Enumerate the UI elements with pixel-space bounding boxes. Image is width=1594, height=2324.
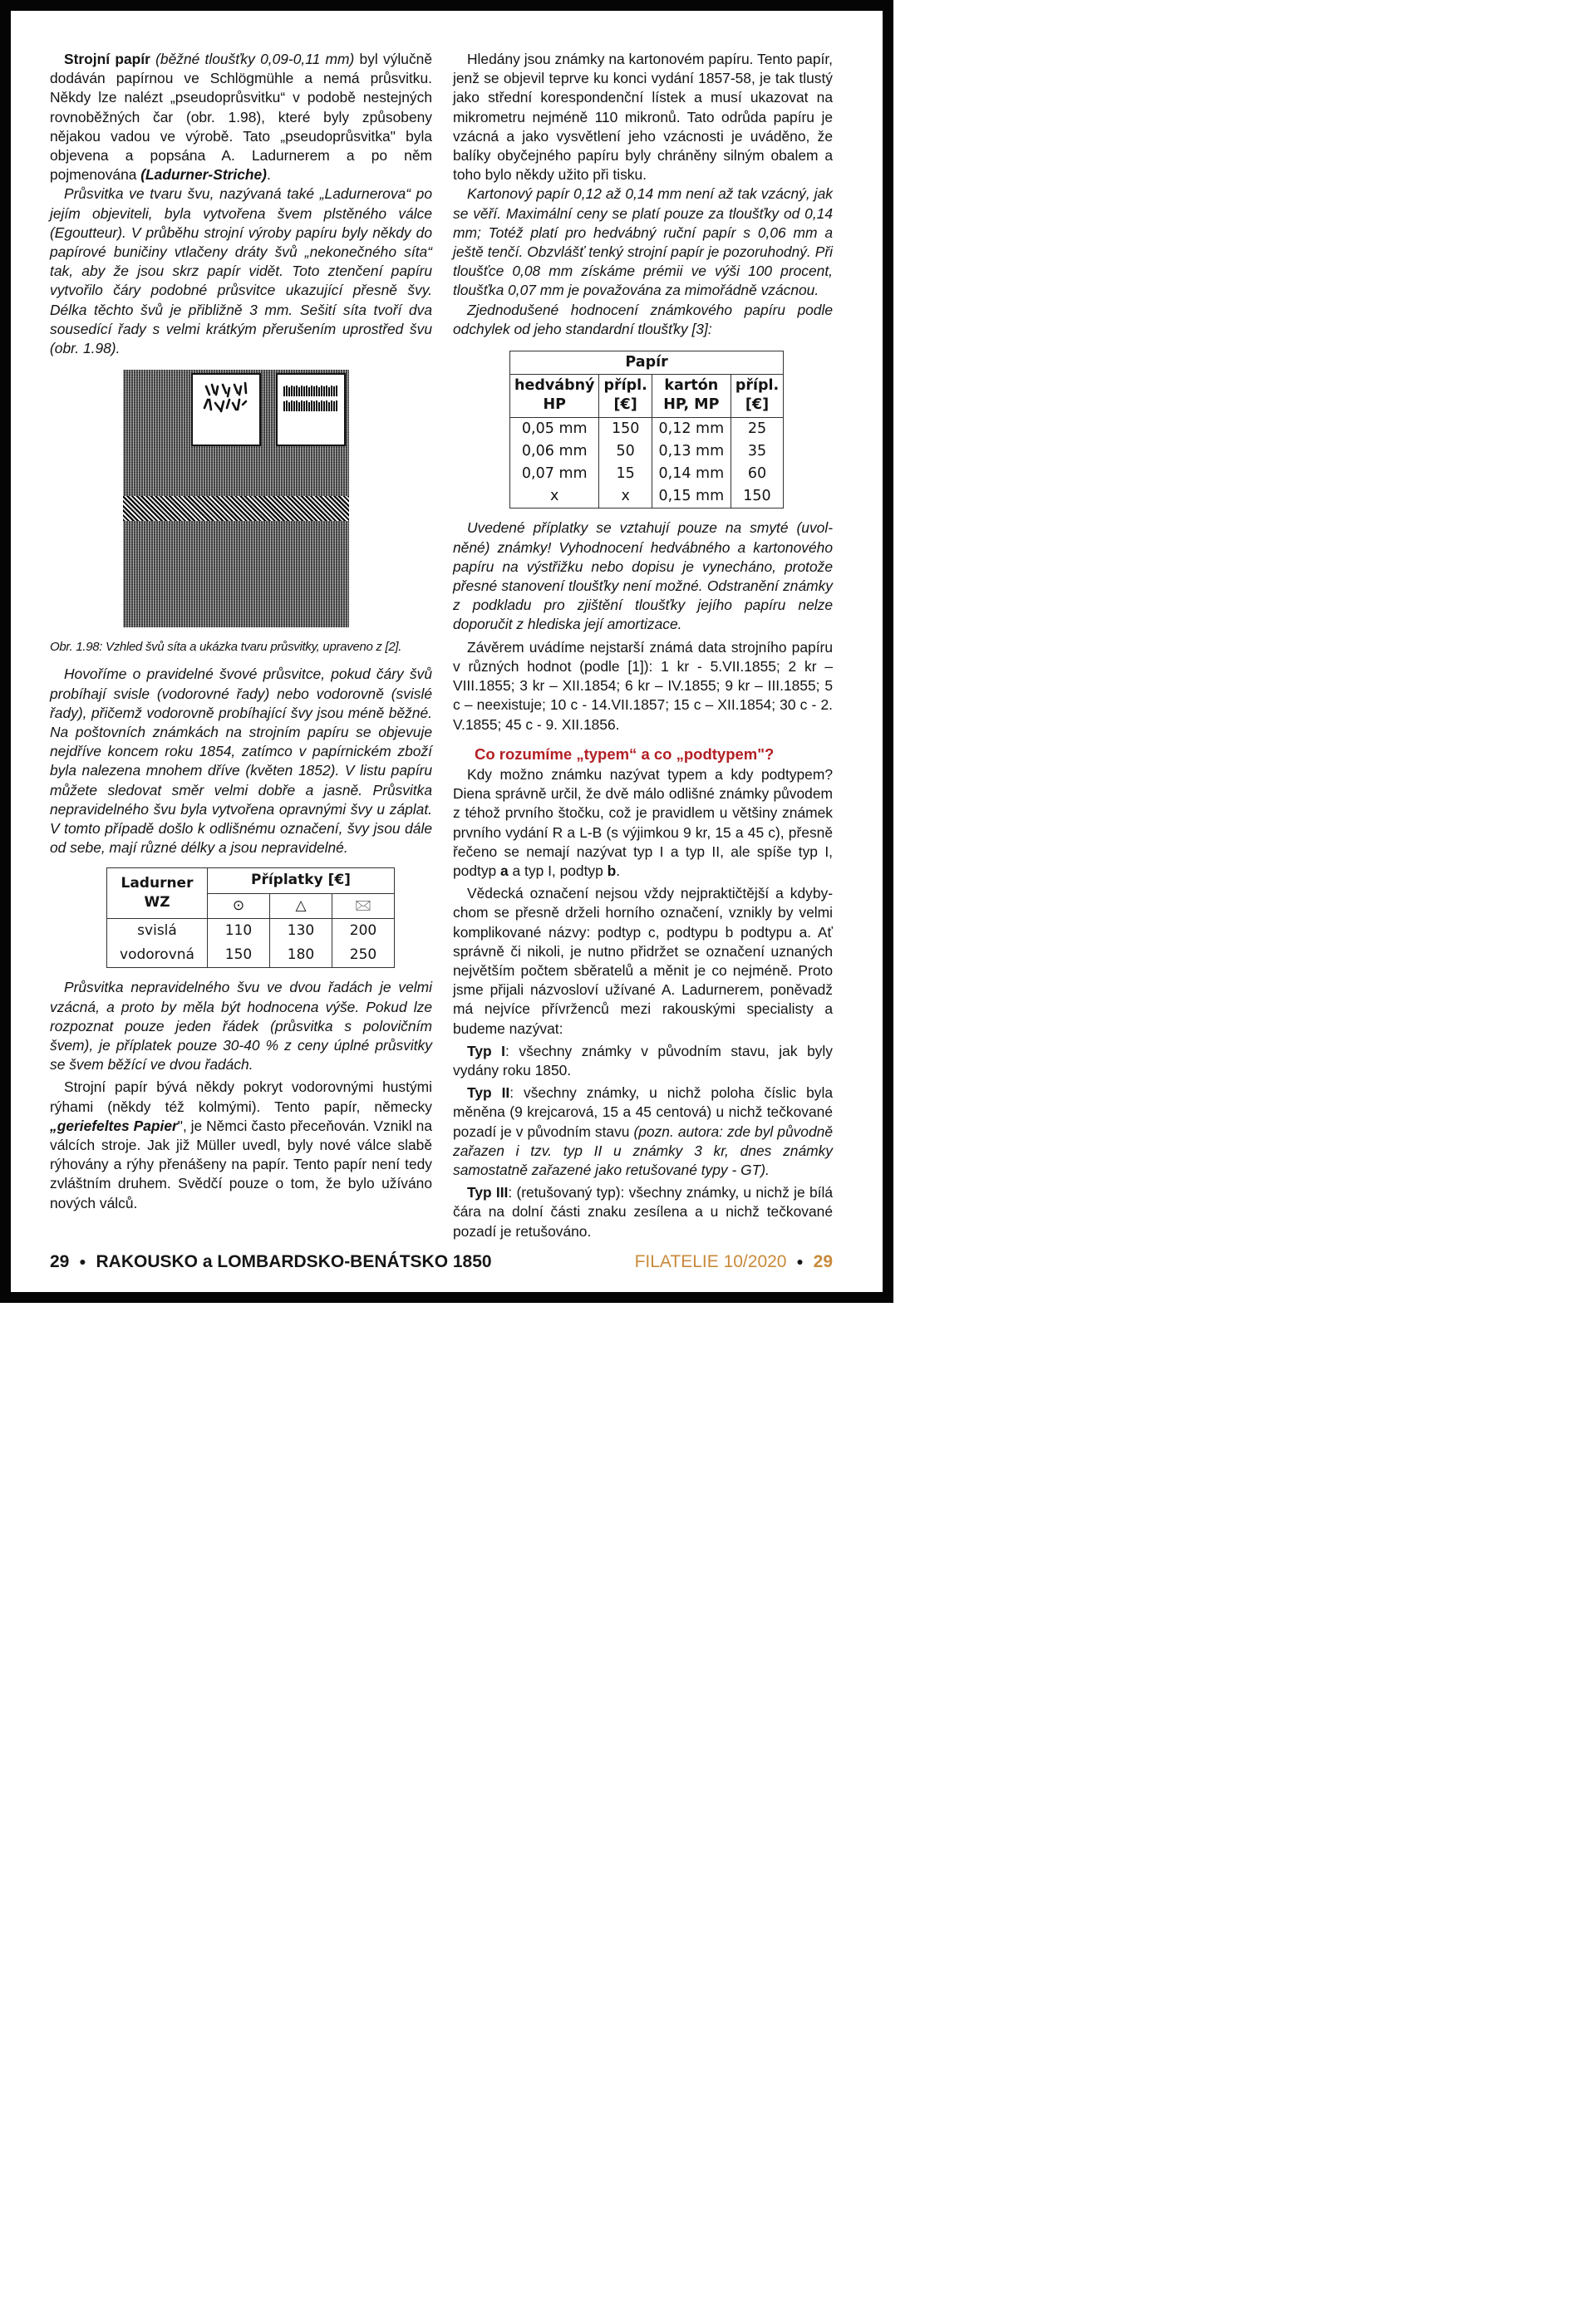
table-row xyxy=(510,417,784,440)
paragraph-text: ", je Němci často přeceňován. Vznikl na válcích stroje. Jak již Müller uvedl, byly nové válce slabě rýhovány a rýhy přenášeny na papír. Tento papír není tedy zvláštním druhem. Svědčí pouze o tom, že bylo užíváno nových válců. xyxy=(50,1117,432,1211)
author-note: (pozn. autora: zde byl původně zařazen i tzv. typ II u známky 3 kr, dnes známky samostatně zařazené jako retušované typy - GT). xyxy=(453,1123,833,1178)
table-cell: vodorovná xyxy=(107,943,208,968)
paragraph-text: . xyxy=(266,166,271,184)
table-row xyxy=(510,440,784,463)
page-number-left: 29 xyxy=(50,1252,70,1271)
table-row xyxy=(510,463,784,485)
table-cell: 0,14 mm xyxy=(652,463,731,485)
paragraph-text: byl výlučně dodáván papírnou ve Schlögmühle a nemá průsvitku. Někdy lze nalézt „pseudoprůsvitku“ v podobě nestejných rovnoběžných čar (obr. 1.98), které byly způsobeny nějakou vadou ve výrobě. Tato „pseudoprůsvitka" byla objevena a popsána A. Ladurnerem a po něm pojmenována xyxy=(50,51,432,184)
table-header-surcharge: přípl. [€] xyxy=(599,375,652,417)
paragraph-surcharge-note: Uvedené příplatky se vztahují pouze na smyté (uvolněné) známky! Vyhodnocení hedvábného a kartonového papíru na výstřižku nebo dopisu je vynecháno, protože přesné stanovení tloušťky není možné. Odstranění známky z podkladu pro zjištění tloušťky jejího papíru nelze doporučit z hlediska její amortizace. xyxy=(453,519,833,633)
table-cell: 250 xyxy=(332,943,395,968)
paragraph-cardboard-rarity: Kartonový papír 0,12 až 0,14 mm není až tak vzácný, jak se věří. Maximální ceny se platí pouze za tloušťky od 0,14 mm; Totéž platí pro hedvábný ruční papír s 0,06 mm a ještě tenčí. Obzvlášť tenký strojní papír je pozoruhodný. Při tloušťce 0,08 mm získáme prémii ve výši 100 procent, tloušťka 0,07 mm je považována za mimořádně vzácnou. xyxy=(453,185,833,299)
table-cell: 0,06 mm xyxy=(510,440,599,463)
section-heading-type-subtype: Co rozumíme „typem“ a co „podtypem"? xyxy=(475,744,775,763)
table-cell: 0,15 mm xyxy=(652,485,731,509)
figure-1-98-image xyxy=(123,370,349,627)
paragraph-typ-1 xyxy=(453,1042,833,1080)
table-cell: 200 xyxy=(332,918,395,943)
table-cell: 150 xyxy=(731,485,783,509)
table-cell: 0,12 mm xyxy=(652,417,731,440)
subtype-letter-b: b xyxy=(607,862,617,879)
figure-caption: Obr. 1.98: Vzhled švů síta a ukázka tvaru průsvitky, upraveno z [2]. xyxy=(50,640,402,655)
table-row xyxy=(107,943,395,968)
regular-seam-sketch xyxy=(278,375,344,445)
paper-thickness-table xyxy=(509,351,784,509)
table-cell: 15 xyxy=(599,463,652,485)
paragraph-cardboard-paper: Hledány jsou známky na kartonovém papíru. Tento papír, jenž se objevil teprve ku konci vydání 1857-58, je tak tlustý jako střední korespondenční lístek a musí ukazovat na mikrometru nejméně 110 mikronů. Tato odrůda papíru je vzácná a jako vysvětlení jeho vzácnosti je uváděno, že balíky obyčejného papíru byly chráněny silným obalem a toho bylo někdy užito při tisku. xyxy=(453,51,833,184)
table-cell: 150 xyxy=(599,417,652,440)
page-number-right: 29 xyxy=(813,1252,833,1271)
paragraph-machine-paper xyxy=(50,50,432,184)
paragraph-typ-3 xyxy=(453,1183,833,1241)
table-cell: 50 xyxy=(599,440,652,463)
term-machine-paper: Strojní papír xyxy=(64,51,150,67)
paragraph-text: Strojní papír bývá někdy pokryt vodorovnými hustými rýhami (někdy též kolmými). Tento papír, německy xyxy=(50,1078,432,1115)
table-row xyxy=(107,918,395,943)
bullet-icon: ● xyxy=(796,1255,804,1268)
table-cell: svislá xyxy=(107,918,208,943)
table-header-ladurner-wz: Ladurner WZ xyxy=(107,868,208,918)
paragraph-earliest-dates: Závěrem uvádíme nejstarší známá data strojního papíru v různých hodnot (podle [1]): 1 kr - 5.VII.1855; 2 kr – VIII.1855; 3 kr – XII.1854; 6 kr – IV.1855; 9 kr – III.1855; 5 c – neexistuje; 10 c - 14.VII.1857; 15 c – XII.1854; 30 c - 2. V.1855; 45 c - 9. XII.1856. xyxy=(453,638,833,733)
paragraph-nomenclature: Vědecká označení nejsou vždy nejpraktičtější a kdybychom se přesně drželi horního označení, vznikly by velmi komplikované názvy: podtyp c, podtypu b podtypu a. Ať správně či nikoli, je nutno přidržet se označení uznaných největším počtem sběratelů a měnit je co nejméně. Proto jsme přijali názvosloví užívané A. Ladurnerem, poněvadž má nejvíce přívrženců mezi rakouskými specialisty a budeme nazývat: xyxy=(453,885,833,1037)
footer-right xyxy=(635,1252,833,1272)
table-header-silk: hedvábný HP xyxy=(510,375,599,417)
table-cell: 0,07 mm xyxy=(510,463,599,485)
table-header-surcharge: přípl. [€] xyxy=(731,375,783,417)
table-cell: 25 xyxy=(731,417,783,440)
ladurner-surcharge-table xyxy=(106,867,395,968)
paragraph-irregular-seam: Průsvitka nepravidelného švu ve dvou řadách je velmi vzácná, a proto by měla být hodnocena výše. Pokud lze rozpoznat pouze jeden řádek (průsvitka s polovičním švem), je příplatek pouze 30-40 % z ceny úplné průsvitky se švem běžící ve dvou řadách. xyxy=(50,979,432,1074)
circle-cancel-icon: ⊙ xyxy=(208,893,270,918)
footer-left xyxy=(50,1252,492,1272)
table-cell: 150 xyxy=(208,943,270,968)
paragraph-ribbed-paper xyxy=(50,1078,432,1212)
typ-2-label: Typ II xyxy=(467,1084,510,1102)
table-cell: 130 xyxy=(270,918,332,943)
figure-inset-irregular-seam xyxy=(191,373,261,446)
irregular-seam-sketch xyxy=(193,375,259,445)
triangle-icon: △ xyxy=(270,893,332,918)
paragraph-text: : všechny známky, u nichž poloha číslic byla měněna (9 krejcarová, 15 a 45 centová) u nichž tečkované pozadí je v původním stavu xyxy=(453,1084,834,1140)
table-header-carton: kartón HP, MP xyxy=(652,375,731,417)
table-header-surcharges: Příplatky [€] xyxy=(208,868,395,893)
table-cell: x xyxy=(599,485,652,509)
table-cell: 35 xyxy=(731,440,783,463)
table-cell: 60 xyxy=(731,463,783,485)
table-cell: 110 xyxy=(208,918,270,943)
paragraph-text: : všechny známky v původním stavu, jak byly vydány roku 1850. xyxy=(453,1042,833,1078)
paragraph-text: Kdy možno známku nazývat typem a kdy podtypem? Diena správně určil, že dvě málo odlišné známky původem z téhož prvního štočku, což je pravidlem u většiny známek prvního vydání R a L-B (s výjimkou 9 kr, 15 a 45 c), přesně řečeno se nemají nazývat typ I a typ II, ale spíše typ I, podtyp xyxy=(453,765,833,879)
table-row xyxy=(510,485,784,509)
term-geriefeltes-papier: „geriefeltes Papier xyxy=(50,1117,178,1134)
paragraph-evaluation-intro: Zjednodušené hodnocení známkového papíru podle odchylek od jeho standardní tloušťky [3]: xyxy=(453,301,833,337)
table-cell: 180 xyxy=(270,943,332,968)
envelope-icon: 🖂 xyxy=(332,893,395,918)
typ-1-label: Typ I xyxy=(467,1042,506,1059)
footer-title: RAKOUSKO a LOMBARDSKO-BENÁTSKO 1850 xyxy=(96,1252,492,1271)
paragraph-type-definition xyxy=(453,765,833,881)
right-column xyxy=(453,50,833,1241)
table-title-papir: Papír xyxy=(510,351,784,375)
paragraph-text: . xyxy=(616,862,621,879)
thickness-note: (běžné tloušťky 0,09-0,11 mm) xyxy=(155,51,355,67)
paragraph-regular-seam: Hovoříme o pravidelné švové průsvitce, pokud čáry švů probíhají svisle (vodorovné řady) nebo vodorovně (svislé řady), přičemž vodorovně probíhající švy jsou méně běžné. Na poštovních známkách na strojním papíru se objevuje nejdříve koncem roku 1854, zatímco v papírnickém zboží byla nalezena mnohem dříve (květen 1852). V listu papíru můžete sledovat směr velmi dobře a jasně. Průsvitka nepravidelného švu byla vytvořena opravnými švy u záplat. V tomto případě došlo k odlišnému označení, švy jsou dále od sebe, mají různé délky a jsou nepravidelné. xyxy=(50,666,432,857)
paragraph-text: a typ I, podtyp xyxy=(508,862,608,879)
page-footer xyxy=(50,1252,833,1275)
figure-inset-regular-seam xyxy=(276,373,346,446)
table-cell: x xyxy=(510,485,599,509)
paragraph-typ-2 xyxy=(453,1083,833,1180)
bullet-icon: ● xyxy=(79,1255,86,1268)
typ-3-label: Typ III xyxy=(467,1184,509,1201)
table-cell: 0,05 mm xyxy=(510,417,599,440)
wire-seam-band xyxy=(123,496,349,521)
table-cell: 0,13 mm xyxy=(652,440,731,463)
paragraph-text: : (retušovaný typ): všechny známky, u nichž je bílá čára na dolní části znaku zesílena a u nichž tečkované pozadí je retušováno. xyxy=(453,1184,833,1240)
left-column xyxy=(50,50,432,1213)
journal-issue: FILATELIE 10/2020 xyxy=(634,1252,787,1271)
subtype-letter-a: a xyxy=(500,862,509,879)
paragraph-seam-watermark: Průsvitka ve tvaru švu, nazývaná také „Ladurnerova“ po jejím objeviteli, byla vytvořena švem plstěného válce (Egoutteur). V průběhu strojní výroby papíru byly někdy do papírové buničiny vtlačeny dráty švů „nekonečného síta“ tak, aby že jsou skrz papír vidět. Toto ztenčení papíru vytvořilo čáry podobné průsvitce ukazující přesně švy. Délka těchto švů je přibližně 3 mm. Sešití síta tvoří dva sousedící řady s velmi krátkým přerušením uprostřed švu (obr. 1.98). xyxy=(50,185,432,357)
term-ladurner-striche: (Ladurner-Striche) xyxy=(140,166,267,184)
